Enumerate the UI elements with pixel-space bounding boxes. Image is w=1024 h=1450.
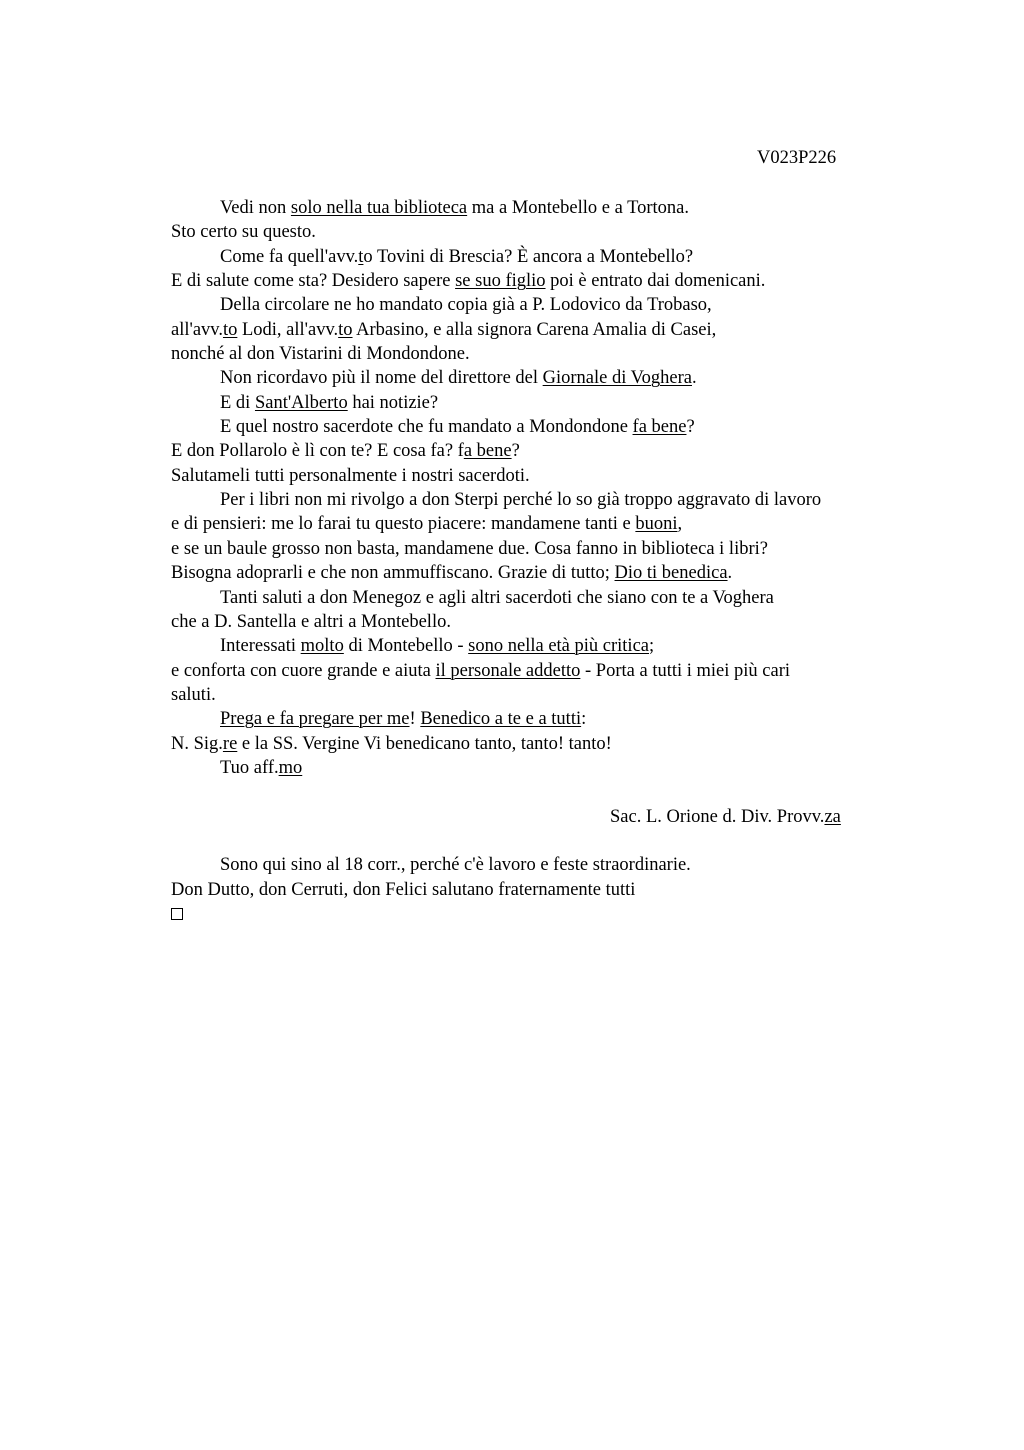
text-line [171,196,931,220]
letter-body [171,196,931,926]
text-segment: Lodi, all'avv. [237,319,339,340]
text-line [171,245,931,269]
box-line [171,902,931,926]
text-segment: Vedi non [220,198,291,218]
text-segment: ; [649,636,655,657]
text-segment: ma a Montebello e a Tortona. [467,198,689,218]
text-segment: Salutameli tutti personalmente i nostri sacerdoti. [171,465,530,486]
underlined-text: a bene [463,441,512,462]
checkbox-icon [171,908,183,920]
text-segment: E di salute come sta? Desidero sapere [171,271,456,292]
text-segment: . [691,368,697,389]
text-segment: hai notizie? [347,392,439,413]
underlined-text: sono nella età più critica [468,636,649,657]
text-line [171,732,931,756]
blank-line [171,829,931,853]
underlined-text: za [824,806,841,827]
text-segment: di Montebello - [343,636,469,657]
text-segment: ! [409,709,421,730]
text-segment: che a D. Santella e altri a Montebello. [171,611,451,632]
text-segment: Sac. L. Orione d. Div. Provv. [610,806,825,827]
text-segment: . [727,563,733,584]
text-line [171,561,931,585]
text-segment: E quel nostro sacerdote che fu mandato a Mondondone [220,417,633,438]
text-segment: saluti. [171,684,216,705]
text-segment: poi è entrato dai domenicani. [545,271,766,292]
text-line [171,610,931,634]
underlined-text: mo [278,757,303,778]
text-line [171,586,931,610]
text-line [171,439,931,463]
underlined-text: buoni [635,514,678,535]
text-segment: , [677,514,683,535]
page-id: V023P226 [757,148,837,168]
text-line [171,415,931,439]
text-segment: Tanti saluti a don Menegoz e agli altri sacerdoti che siano con te a Voghera [220,587,774,608]
text-segment: N. Sig. [171,733,223,754]
text-line [171,318,931,342]
text-segment: Interessati [220,636,301,657]
underlined-text: re [222,733,238,754]
text-segment: - Porta a tutti i miei più cari [580,660,791,681]
underlined-text: t [358,246,364,267]
text-segment: ? [686,417,695,438]
text-line [171,707,931,731]
text-line [171,366,931,390]
text-segment: Per i libri non mi rivolgo a don Sterpi perché lo so già troppo aggravato di lavoro [220,490,822,511]
text-segment: : [581,709,587,730]
text-line [171,488,931,512]
text-segment: e conforta con cuore grande e aiuta [171,660,436,681]
text-segment: Della circolare ne ho mandato copia già a P. Lodovico da Trobaso, [220,295,712,316]
underlined-text: molto [300,636,344,657]
underlined-text: fa bene [632,417,687,438]
text-segment: Sto certo su questo. [171,222,316,243]
text-segment: E di [220,392,255,413]
text-segment: o Tovini di Brescia? È ancora a Montebello? [363,246,694,267]
text-segment: Sono qui sino al 18 corr., perché c'è lavoro e feste straordinarie. [220,855,691,876]
text-segment: Non ricordavo più il nome del direttore del [220,368,543,389]
signature-line [171,805,931,829]
text-line [171,756,931,780]
text-segment: Tuo aff. [220,757,279,778]
text-line [171,269,931,293]
underlined-text: Dio ti benedica [614,563,728,584]
text-line [171,537,931,561]
text-segment: all'avv. [171,319,223,340]
text-segment: e se un baule grosso non basta, mandamene due. Cosa fanno in biblioteca i libri? [171,538,768,559]
blank-line [171,780,931,804]
underlined-text: to [222,319,238,340]
text-line [171,342,931,366]
underlined-text: to [338,319,353,340]
text-segment: Bisogna adoprarli e che non ammuffiscano. Grazie di tutto; [171,563,615,584]
text-segment: Don Dutto, don Cerruti, don Felici salutano fraternamente tutti [171,879,636,900]
text-line [171,512,931,536]
underlined-text: il personale addetto [435,660,581,681]
text-segment: e di pensieri: me lo farai tu questo piacere: mandamene tanti e [171,514,636,535]
text-line [171,293,931,317]
text-line [171,634,931,658]
text-segment: Arbasino, e alla signora Carena Amalia di Casei, [352,319,717,340]
underlined-text: se suo figlio [455,271,546,292]
underlined-text: Prega e fa pregare per me [220,709,410,730]
text-segment: E don Pollarolo è lì con te? E cosa fa? f [171,441,464,462]
text-segment: Come fa quell'avv. [220,246,359,267]
text-line [171,391,931,415]
text-segment: ? [511,441,520,462]
text-segment: nonché al don Vistarini di Mondondone. [171,344,470,365]
text-line [171,464,931,488]
text-line [171,220,931,244]
underlined-text: Sant'Alberto [254,392,348,413]
text-line [171,878,931,902]
text-line [171,853,931,877]
underlined-text: Giornale di Voghera [542,368,692,389]
text-line [171,659,931,683]
underlined-text: solo nella tua biblioteca [290,198,468,218]
text-line [171,683,931,707]
text-segment: e la SS. Vergine Vi benedicano tanto, tanto! tanto! [237,733,612,754]
underlined-text: Benedico a te e a tutti [420,709,582,730]
